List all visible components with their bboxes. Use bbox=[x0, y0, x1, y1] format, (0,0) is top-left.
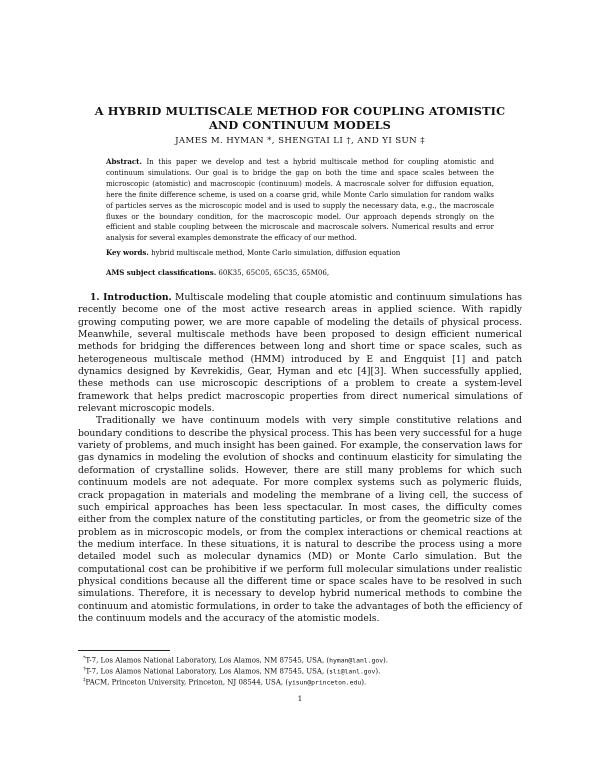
paper-title bbox=[60, 104, 540, 132]
footnote-2-mark: † bbox=[83, 666, 86, 672]
footnote-1-end: ). bbox=[383, 656, 389, 665]
footnote-3 bbox=[83, 675, 523, 689]
footnote-rule bbox=[78, 650, 170, 651]
intro-paragraph-1 bbox=[78, 292, 522, 415]
footnote-1-mark: * bbox=[83, 655, 86, 661]
title-line-1: A HYBRID MULTISCALE METHOD FOR COUPLING ATOMISTIC bbox=[94, 104, 506, 118]
page-number: 1 bbox=[297, 694, 303, 703]
author-list: JAMES M. HYMAN *, SHENGTAI LI †, AND YI SUN ‡ bbox=[175, 136, 425, 146]
introduction-section bbox=[78, 292, 522, 625]
intro-paragraph-1-text: Multiscale modeling that couple atomistic and continuum simulations has recently become one of the most active research areas in applied science. With rapidly growing computing power, we are more capable of modeling the details of physical process. Meanwhile, several multiscale methods have been proposed to design efficient numerical methods for bridging the differences between long and short time or space scales, such as heterogeneous multiscale method (HMM) introduced by E and Engquist [1] and patch dynamics designed by Kevrekidis, Gear, Hyman and etc [4][3]. When successfully applied, these methods can use microscopic descriptions of a problem to create a system-level framework that helps predict macroscopic properties from direct numerical simulations of relevant microscopic models. bbox=[78, 292, 523, 415]
ams-label: AMS subject classifications. bbox=[106, 268, 217, 277]
footnote-3-text: PACM, Princeton University, Princeton, NJ 08544, USA, ( bbox=[85, 678, 289, 687]
footnote-3-mark: ‡ bbox=[83, 677, 86, 683]
keywords-label: Key words. bbox=[106, 248, 149, 257]
footnote-2-end: ). bbox=[375, 667, 381, 676]
ams-text: 60K35, 65C05, 65C35, 65M06, bbox=[218, 268, 330, 277]
ams-classifications bbox=[106, 268, 506, 277]
keywords bbox=[106, 248, 506, 257]
title-line-2: AND CONTINUUM MODELS bbox=[209, 118, 391, 132]
footnote-3-end: ). bbox=[361, 678, 367, 687]
abstract-text: In this paper we develop and test a hybrid multiscale method for coupling atomistic and continuum simulations. Our goal is to bridge the gap on both the time and space scales between the microscopic (atomistic) and macroscopic (continuum) models. A macroscale solver for diffusion equation, here the finite difference scheme, is used on a coarse grid, while Monte Carlo simulation for random walks of particles serves as the microscopic model and is used to supply the necessary data, e.g., the macroscale fluxes or the boundary condition, for the macroscopic model. Our approach depends strongly on the efficient and stable coupling between the microscale and macroscale solvers. Numerical results and error analysis for several examples demonstrate the efficacy of our method. bbox=[106, 157, 494, 243]
intro-paragraph-2: Traditionally we have continuum models with very simple constitutive relations and boundary conditions to describe the physical process. This has been very successful for a huge variety of problems, and much insight has been gained. For example, the conservation laws for gas dynamics in modeling the evolution of shocks and continuum elasticity for simulating the deformation of crystalline solids. However, there are still many problems for which such continuum models are not adequate. For more complex systems such as polymeric fluids, crack propagation in materials and modeling the membrane of a living cell, the success of such empirical approaches has been less spectacular. In most cases, the difficulty comes either from the complex nature of the constituting particles, or from the geometric size of the problem as in microscopic models, or from the complex interactions or chemical reactions at the medium interface. In these situations, it is natural to describe the process using a more detailed model such as molecular dynamics (MD) or Monte Carlo simulation. But the computational cost can be prohibitive if we perform full molecular simulations under realistic physical conditions because all the different time or space scales have to be resolved in such simulations. Therefore, it is necessary to develop hybrid numerical methods to combine the continuum and atomistic formulations, in order to take the advantages of both the efficiency of the continuum models and the accuracy of the atomistic models. bbox=[78, 415, 522, 624]
footnote-1-email[interactable]: hyman@lanl.gov bbox=[329, 656, 384, 665]
abstract-label: Abstract. bbox=[106, 157, 142, 166]
footnote-2-text: T-7, Los Alamos National Laboratory, Los Alamos, NM 87545, USA, ( bbox=[85, 667, 330, 676]
footnote-3-email[interactable]: yisun@princeton.edu bbox=[288, 678, 362, 687]
abstract bbox=[106, 157, 494, 244]
footnote-2-email[interactable]: sli@lanl.gov bbox=[329, 667, 376, 676]
keywords-text: hybrid multiscale method, Monte Carlo simulation, diffusion equation bbox=[151, 248, 401, 257]
footnote-1-text: T-7, Los Alamos National Laboratory, Los Alamos, NM 87545, USA, ( bbox=[85, 656, 330, 665]
section-heading: 1. Introduction. bbox=[90, 292, 172, 303]
